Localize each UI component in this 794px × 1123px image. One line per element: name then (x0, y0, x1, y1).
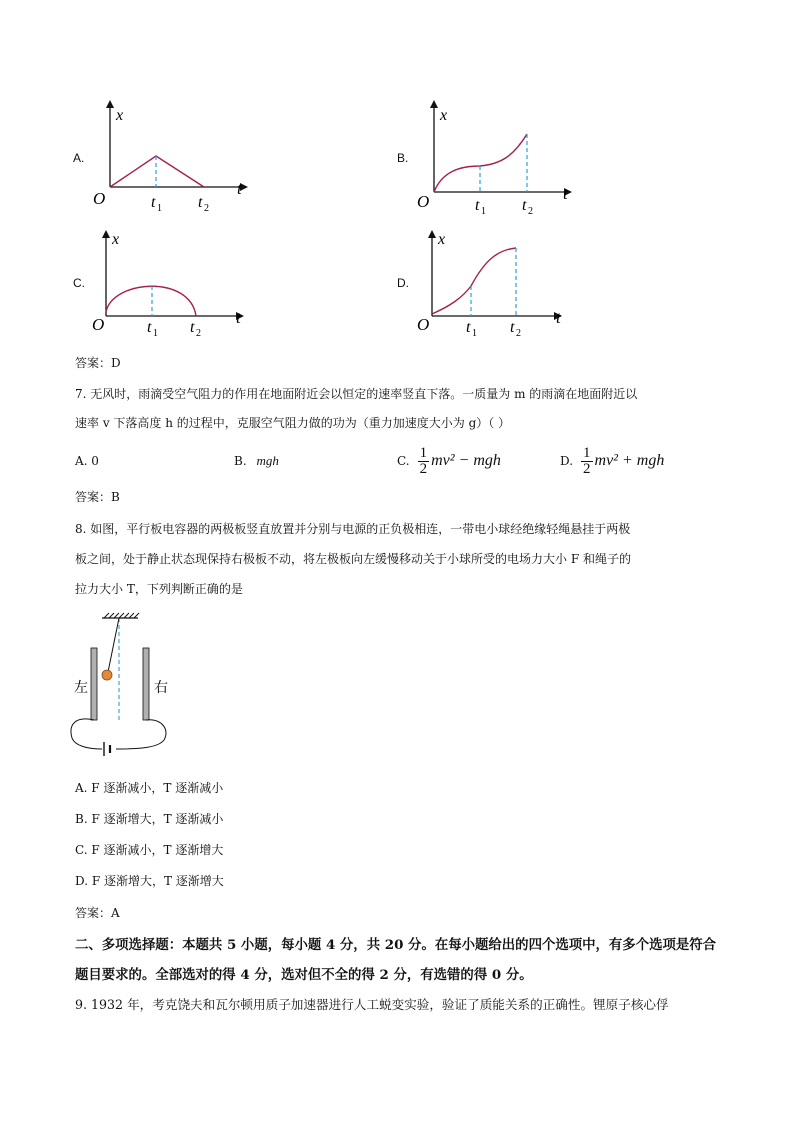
q7-option-d (560, 443, 664, 479)
x-axis-label: t (237, 179, 242, 198)
option-a-label: A. (73, 151, 85, 165)
t1-subscript: 1 (472, 328, 477, 338)
graph-b (414, 100, 584, 215)
q7-option-d-expr: mv² + mgh (594, 452, 665, 469)
t1-label: t (466, 319, 471, 336)
y-axis-label: x (116, 107, 124, 124)
q8-answer: 答案：A (75, 906, 120, 920)
t1-subscript: 1 (157, 203, 162, 214)
x-axis-label: t (563, 184, 568, 203)
q8-option-b: B. F 逐渐增大，T 逐渐减小 (75, 812, 224, 826)
y-axis-label: x (440, 107, 448, 124)
origin-label: O (417, 192, 430, 211)
q7-answer: 答案：B (75, 490, 120, 504)
q9-line-1: 9. 1932 年，考克饶夫和瓦尔顿用质子加速器进行人工蜕变实验，验证了质能关系的正确性。锂原子核心俘 (75, 997, 669, 1012)
q7-option-b-math: mgh (256, 453, 279, 468)
q7-line-1: 7. 无风时，雨滴受空气阻力的作用在地面附近会以恒定的速率竖直下落。一质量为 m 的雨滴在地面附近以 (75, 387, 638, 401)
t1-subscript: 1 (481, 206, 486, 215)
x-axis-label: t (236, 308, 241, 327)
t2-label: t (522, 197, 527, 214)
charged-ball (102, 670, 112, 680)
option-c-label: C. (73, 276, 85, 290)
q7-option-a: A. 0 (75, 454, 99, 468)
capacitor-diagram (66, 612, 176, 762)
t2-subscript: 2 (196, 328, 201, 338)
t2-label: t (190, 319, 195, 336)
t1-label: t (151, 194, 156, 211)
option-d-label: D. (397, 276, 409, 290)
x-axis-label: t (556, 308, 561, 327)
q7-option-b-label: B. (234, 454, 247, 468)
graph-a (90, 100, 260, 215)
left-plate (91, 648, 97, 720)
t2-subscript: 2 (516, 328, 521, 338)
q7-option-c-fraction: $\frac{1}{2}$ (419, 444, 428, 477)
t2-label: t (510, 319, 515, 336)
q7-option-d-fraction: $\frac{1}{2}$ (583, 444, 591, 477)
graph-d (414, 228, 584, 338)
t1-subscript: 1 (153, 328, 158, 338)
y-axis-label: x (112, 231, 120, 248)
q7-option-c-label: C. (397, 454, 410, 468)
origin-label: O (93, 189, 106, 208)
q7-option-c (397, 443, 501, 479)
left-plate-label: 左 (74, 681, 88, 696)
q8-line-2: 板之间，处于静止状态现保持右极板不动，将左极板向左缓慢移动关于小球所受的电场力大小 F 和绳子的 (75, 552, 631, 566)
q8-option-d: D. F 逐渐增大，T 逐渐增大 (75, 874, 224, 888)
t2-subscript: 2 (528, 206, 533, 215)
right-plate-label: 右 (154, 681, 168, 696)
q8-option-c: C. F 逐渐减小，T 逐渐增大 (75, 843, 224, 857)
q7-option-b (234, 451, 279, 471)
q8-option-a: A. F 逐渐减小，T 逐渐减小 (75, 781, 224, 795)
origin-label: O (92, 315, 105, 334)
section2-line-1: 二、多项选择题：本题共 5 小题，每小题 4 分，共 20 分。在每小题给出的四个选项中，有多个选项是符合 (75, 937, 717, 953)
q6-answer: 答案：D (75, 356, 121, 370)
right-plate (143, 648, 149, 720)
origin-label: O (417, 315, 430, 334)
t2-label: t (198, 194, 203, 211)
graph-c (90, 228, 260, 338)
q8-line-3: 拉力大小 T，下列判断正确的是 (75, 582, 243, 596)
q8-line-1: 8. 如图，平行板电容器的两极板竖直放置并分别与电源的正负极相连，一带电小球经绝缘轻绳悬挂于两极 (75, 522, 631, 536)
t1-label: t (475, 197, 480, 214)
q7-line-2: 速率 v 下落高度 h 的过程中，克服空气阻力做的功为（重力加速度大小为 g）（ ） (75, 416, 511, 430)
option-b-label: B. (397, 151, 409, 165)
q7-option-c-expr: mv² − mgh (431, 452, 501, 469)
section2-line-2: 题目要求的。全部选对的得 4 分，选对但不全的得 2 分，有选错的得 0 分。 (75, 967, 533, 983)
t2-subscript: 2 (204, 203, 209, 214)
y-axis-label: x (438, 231, 446, 248)
t1-label: t (147, 319, 152, 336)
q7-option-d-label: D. (560, 454, 574, 468)
